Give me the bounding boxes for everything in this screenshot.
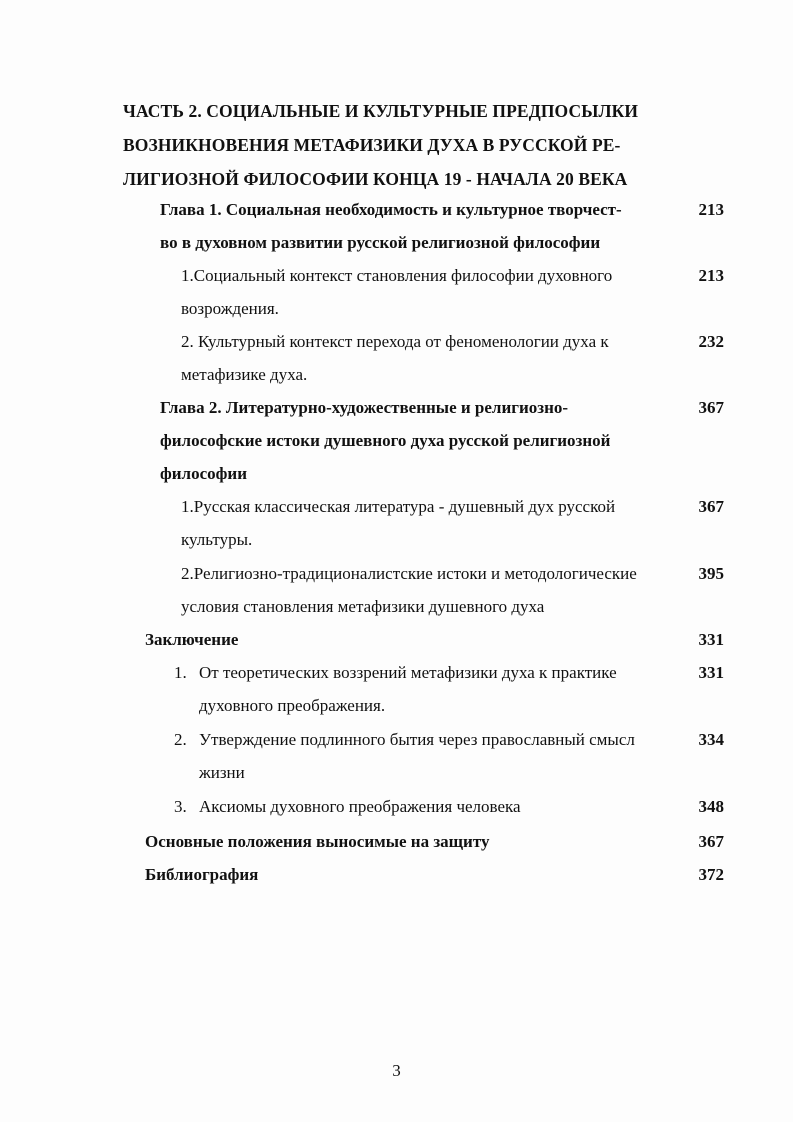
toc-entry-text: Библиография [145, 865, 259, 884]
toc-page-number: 213 [698, 266, 724, 285]
toc-entry-text: 1.Социальный контекст становления философии духовного [181, 266, 613, 285]
toc-entry-text: Основные положения выносимые на защиту [145, 832, 490, 851]
toc-entry-text: От теоретических воззрений метафизики духа к практике [199, 663, 617, 682]
part-title-line: ВОЗНИКНОВЕНИЯ МЕТАФИЗИКИ ДУХА В РУССКОЙ РЕ- [123, 135, 621, 155]
toc-entry-text: условия становления метафизики душевного духа [181, 597, 545, 616]
toc-page-number: 331 [698, 630, 724, 649]
toc-entry-text: 2.Религиозно-традиционалистские истоки и методологические [181, 564, 637, 583]
toc-entry-text: метафизике духа. [181, 365, 308, 384]
toc-page-number: 232 [698, 332, 724, 351]
toc-page-number: 395 [698, 564, 724, 583]
part-title [123, 94, 683, 196]
toc-page-number: 331 [698, 663, 724, 682]
part-title-line: ЧАСТЬ 2. СОЦИАЛЬНЫЕ И КУЛЬТУРНЫЕ ПРЕДПОСЫЛКИ [123, 101, 639, 121]
toc-page-number: 348 [698, 797, 724, 816]
toc-entry-number: 2. [174, 730, 187, 749]
part-title-line: ЛИГИОЗНОЙ ФИЛОСОФИИ КОНЦА 19 - НАЧАЛА 20 ВЕКА [123, 169, 628, 189]
toc-entry-text: философии [160, 464, 247, 483]
toc-page-number: 367 [698, 398, 724, 417]
toc-entry-text: Глава 1. Социальная необходимость и культурное творчест- [160, 200, 622, 219]
toc-entry-text: Заключение [145, 630, 239, 649]
toc-entry-text: 2. Культурный контекст перехода от феноменологии духа к [181, 332, 609, 351]
toc-entry-number: 3. [174, 797, 187, 816]
toc-page-number: 367 [698, 497, 724, 516]
toc-page-number: 367 [698, 832, 724, 851]
toc-entry-text: культуры. [181, 530, 253, 549]
toc-page-number: 372 [698, 865, 724, 884]
toc-entry-text: философские истоки душевного духа русской религиозной [160, 431, 611, 450]
toc-entry-text: Глава 2. Литературно-художественные и религиозно- [160, 398, 569, 417]
toc-entry-number: 1. [174, 663, 187, 682]
toc-entry-text: во в духовном развитии русской религиозной философии [160, 233, 601, 252]
page-number: 3 [392, 1061, 401, 1080]
toc-entry-text: духовного преображения. [199, 696, 386, 715]
toc-entry-text: жизни [199, 763, 245, 782]
toc-page-number: 334 [698, 730, 724, 749]
toc-page-number: 213 [698, 200, 724, 219]
toc-entry-text: возрождения. [181, 299, 279, 318]
toc-entry-text: Аксиомы духовного преображения человека [199, 797, 521, 816]
toc-entry-text: 1.Русская классическая литература - душевный дух русской [181, 497, 616, 516]
toc-entry-text: Утверждение подлинного бытия через православный смысл [199, 730, 635, 749]
